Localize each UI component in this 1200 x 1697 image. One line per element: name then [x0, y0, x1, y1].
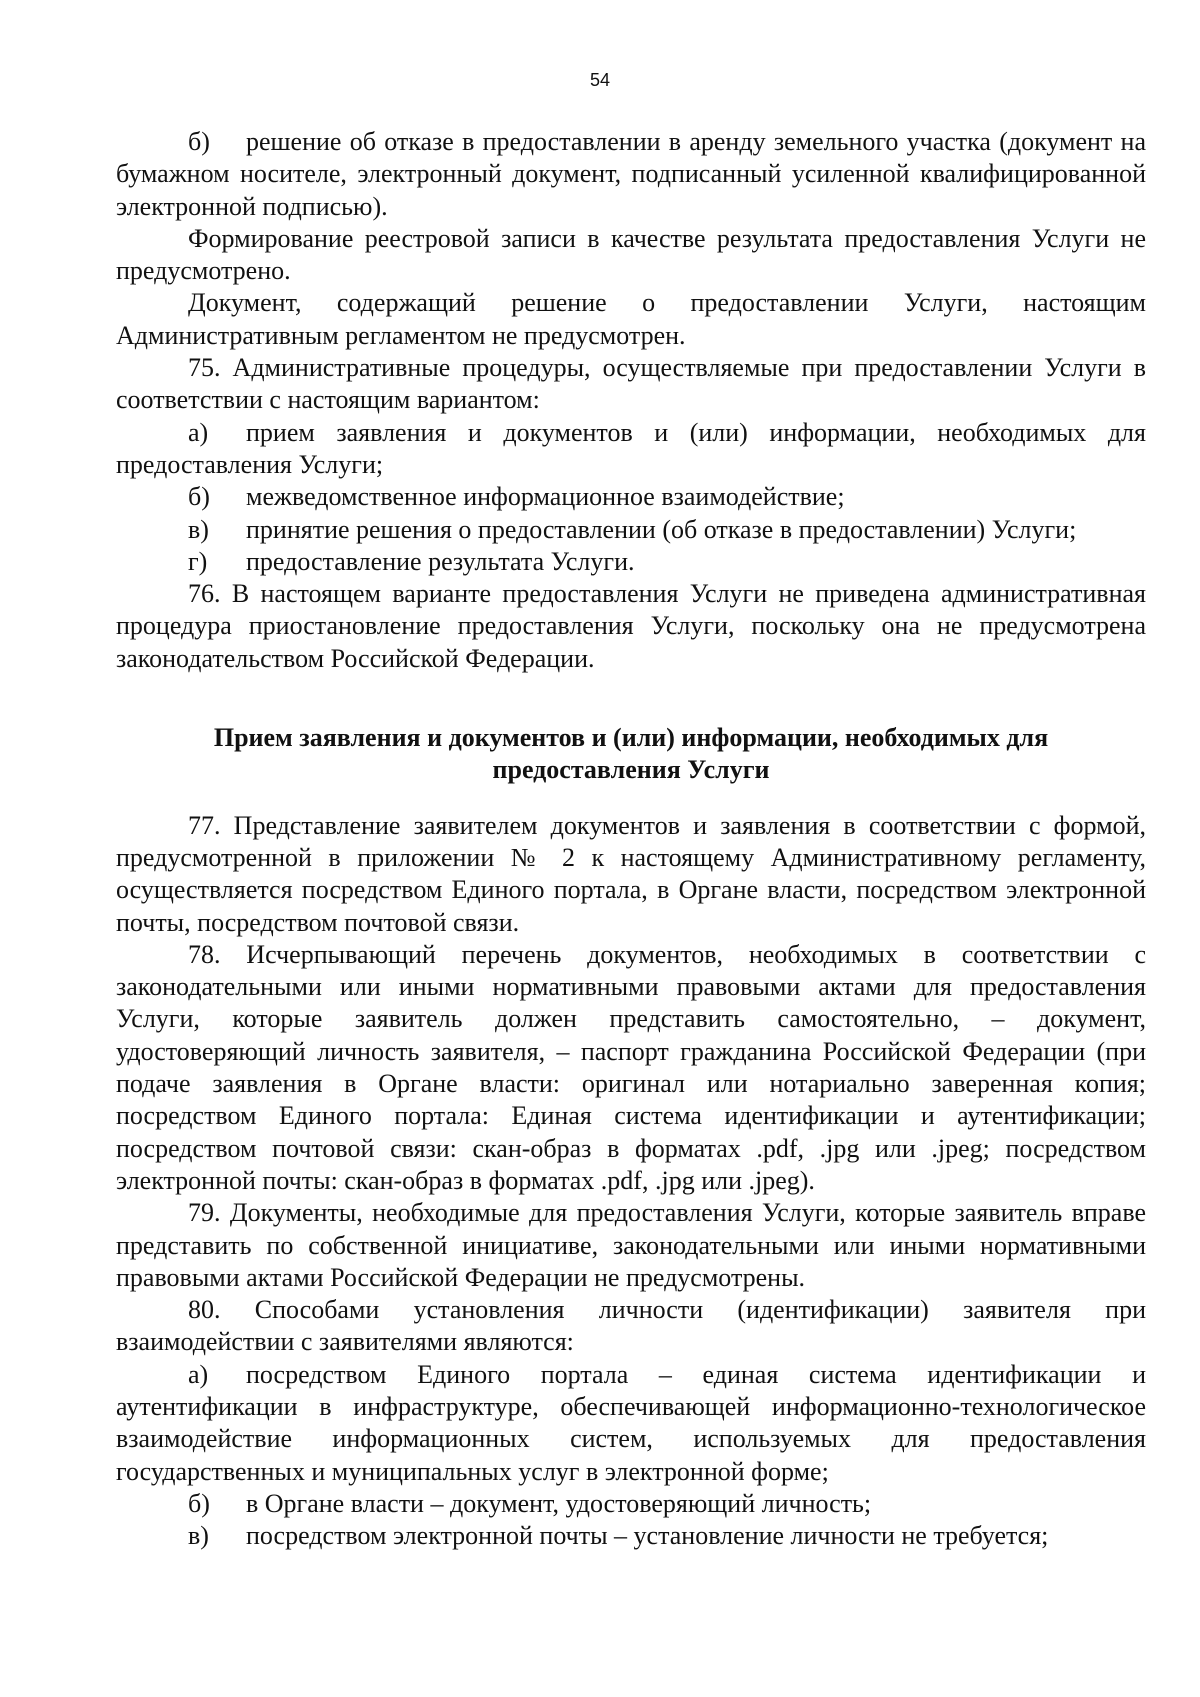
- paragraph: 76. В настоящем варианте предоставления Услуги не приведена административная процедура приостановление предоставления Услуги, поскольку она не предусмотрена законодательством Российской Федерации.: [116, 579, 1146, 673]
- paragraph: 75. Административные процедуры, осуществляемые при предоставлении Услуги в соответствии с настоящим вариантом:: [116, 353, 1146, 415]
- paragraph: Формирование реестровой записи в качестве результата предоставления Услуги не предусмотрено.: [116, 223, 1146, 286]
- list-item-text: решение об отказе в предоставлении в аренду земельного участка (документ на бумажном носителе, электронный документ, подписанный усиленной квалифицированной электронной подписью).: [116, 127, 1146, 221]
- list-marker: б): [188, 1488, 210, 1518]
- list-marker: в): [188, 514, 209, 544]
- list-marker: б): [188, 127, 210, 156]
- list-item: [116, 514, 1146, 546]
- list-item: [116, 546, 1146, 578]
- list-item: [116, 481, 1146, 513]
- list-item: [116, 1359, 1146, 1488]
- list-item-text: предоставление результата Услуги.: [246, 546, 635, 576]
- list-marker: а): [188, 1359, 209, 1389]
- list-item: [116, 1520, 1146, 1552]
- list-item-text: посредством Единого портала – единая система идентификации и аутентификации в инфраструктуре, обеспечивающей информационно-технологическое взаимодействие информационных систем, используемых для предоставления государственных и муниципальных услуг в электронной форме;: [116, 1359, 1146, 1486]
- list-marker: в): [188, 1521, 209, 1551]
- paragraph: 78. Исчерпывающий перечень документов, необходимых в соответствии с законодательными или иными нормативными правовыми актами для предоставления Услуги, которые заявитель должен представить самостоятельно, – документ, удостоверяющий личность заявителя, – паспорт гражданина Российской Федерации (при подаче заявления в Органе власти: оригинал или нотариально заверенная копия; посредством Единого портала: Единая система идентификации и аутентификации; посредством почтовой связи: скан-образ в форматах .pdf, .jpg или .jpeg; посредством электронной почты: скан-образ в форматах .pdf, .jpg или .jpeg).: [116, 939, 1146, 1195]
- top-paragraphs: [116, 126, 1146, 675]
- paragraph: 77. Представление заявителем документов и заявления в соответствии с формой, предусмотренной в приложении № 2 к настоящему Административному регламенту, осуществляется посредством Единого портала, в Органе власти, посредством электронной почты, посредством почтовой связи.: [116, 810, 1146, 937]
- bottom-paragraphs: [116, 810, 1146, 1553]
- list-marker: г): [188, 546, 208, 576]
- list-item-text: принятие решения о предоставлении (об отказе в предоставлении) Услуги;: [246, 514, 1077, 544]
- list-item: [116, 126, 1146, 223]
- page-number: 54: [589, 70, 611, 90]
- list-marker: а): [188, 417, 209, 447]
- document-body: [116, 126, 1146, 1552]
- paragraph: 79. Документы, необходимые для предоставления Услуги, которые заявитель вправе представить по собственной инициативе, законодательными или иными нормативными правовыми актами Российской Федерации не предусмотрены.: [116, 1198, 1146, 1292]
- list-item: [116, 1488, 1146, 1520]
- section-heading: Прием заявления и документов и (или) информации, необходимых для предоставления Услуги: [213, 723, 1049, 785]
- list-item-text: в Органе власти – документ, удостоверяющий личность;: [246, 1488, 872, 1518]
- list-item-text: посредством электронной почты – установление личности не требуется;: [246, 1521, 1049, 1551]
- paragraph: Документ, содержащий решение о предоставлении Услуги, настоящим Административным регламентом не предусмотрен.: [116, 288, 1146, 350]
- paragraph: 80. Способами установления личности (идентификации) заявителя при взаимодействии с заявителями являются:: [116, 1295, 1146, 1357]
- list-item-text: прием заявления и документов и (или) информации, необходимых для предоставления Услуги;: [116, 417, 1146, 479]
- list-item: [116, 417, 1146, 482]
- list-item-text: межведомственное информационное взаимодействие;: [246, 482, 845, 512]
- list-marker: б): [188, 482, 210, 512]
